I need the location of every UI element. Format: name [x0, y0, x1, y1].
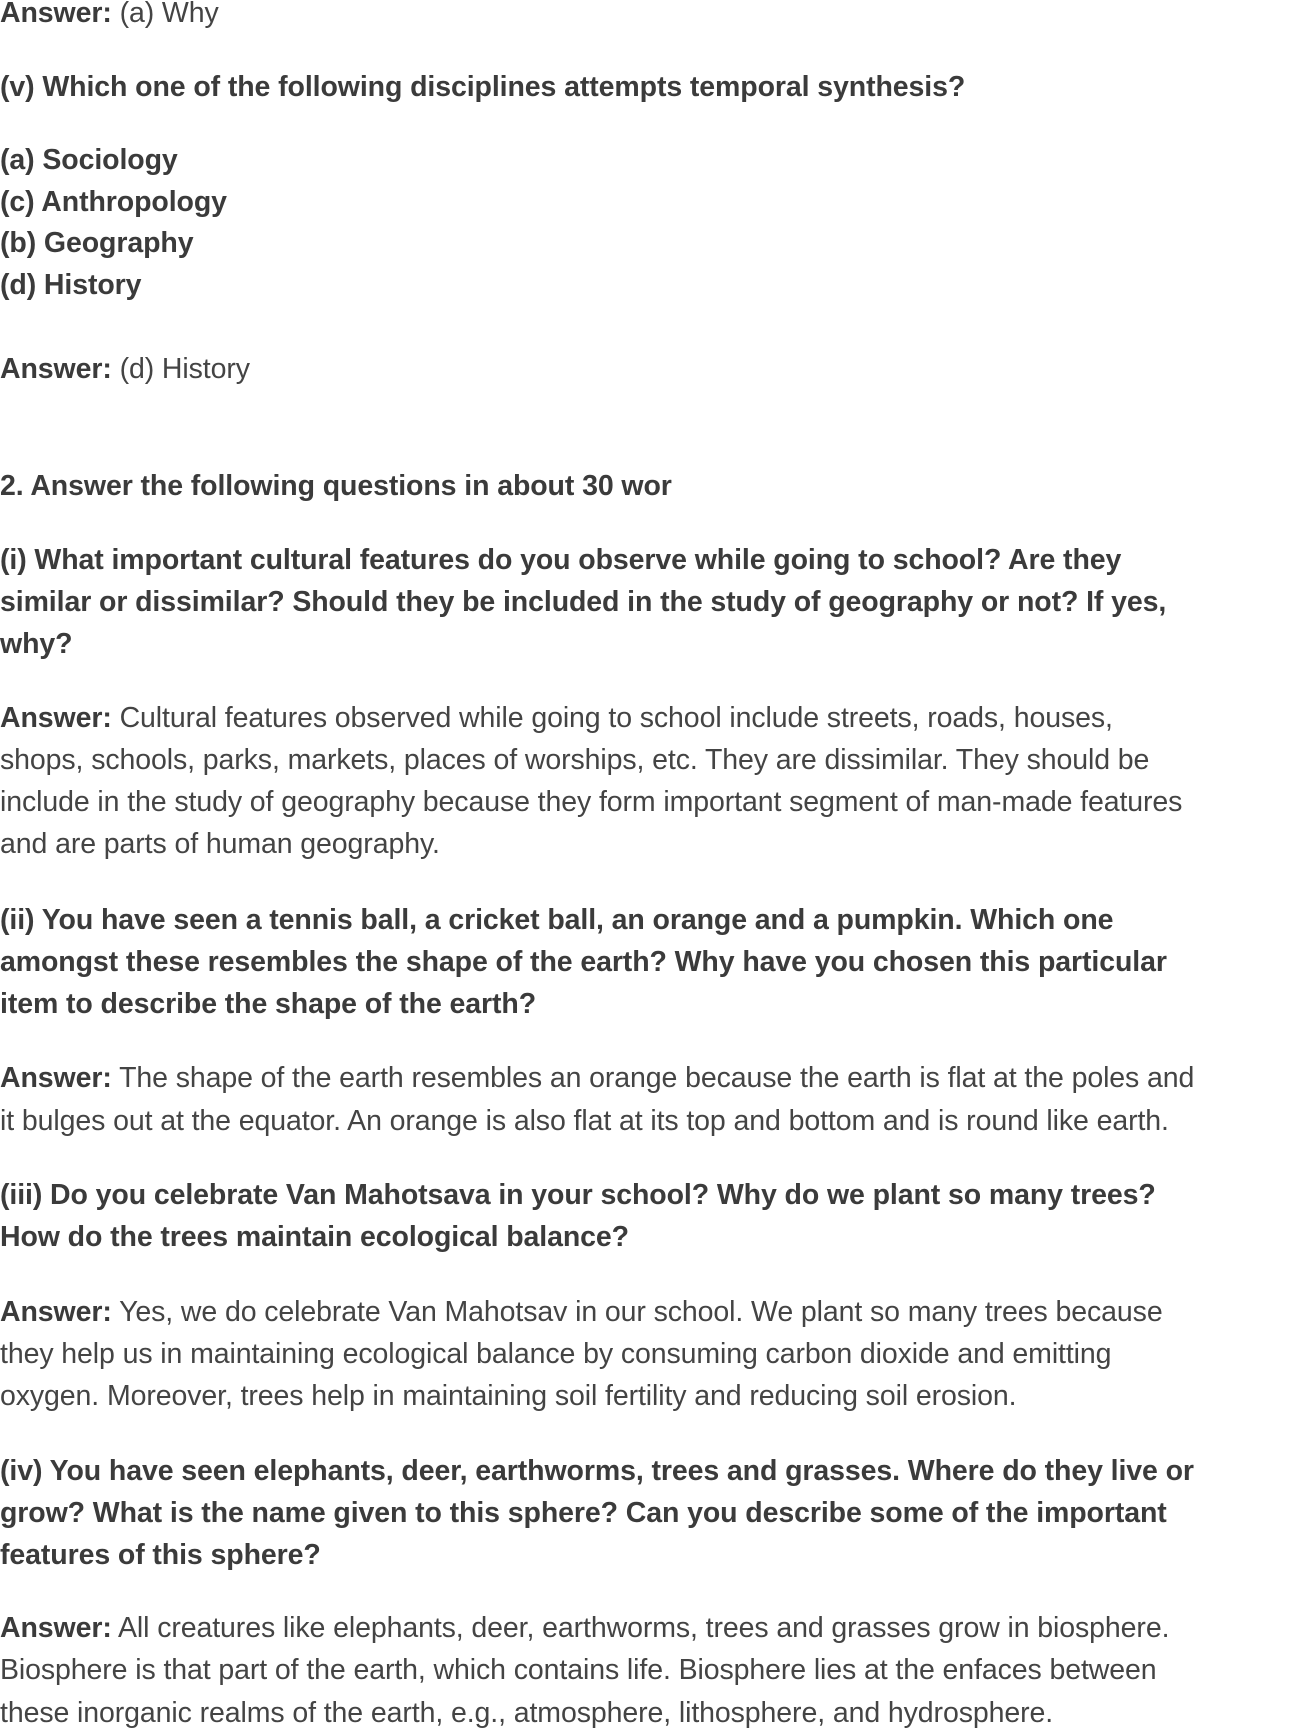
question-iv-line-1: (iv) You have seen elephants, deer, earthworms, trees and grasses. Where do they live or	[0, 1455, 1194, 1487]
answer-label: Answer:	[0, 1062, 112, 1094]
answer-prev	[0, 0, 219, 30]
answer-text: The shape of the earth resembles an orange because the earth is flat at the poles and	[119, 1062, 1195, 1094]
section-heading: 2. Answer the following questions in about 30 wor	[0, 470, 672, 502]
option-b: (b) Geography	[0, 227, 194, 259]
answer-ii-line-2: it bulges out at the equator. An orange is also flat at its top and bottom and is round like earth.	[0, 1105, 1169, 1137]
question-iii-line-2: How do the trees maintain ecological balance?	[0, 1221, 629, 1253]
option-d: (d) History	[0, 269, 142, 301]
answer-iii-line-3: oxygen. Moreover, trees help in maintaining soil fertility and reducing soil erosion.	[0, 1380, 1017, 1412]
answer-text: Cultural features observed while going to school include streets, roads, houses,	[119, 702, 1113, 734]
question-ii-line-1: (ii) You have seen a tennis ball, a cricket ball, an orange and a pumpkin. Which one	[0, 904, 1114, 936]
answer-iv-line-3: these inorganic realms of the earth, e.g., atmosphere, lithosphere, and hydrosphere.	[0, 1697, 1054, 1729]
question-i-line-3: why?	[0, 628, 73, 660]
question-i-line-2: similar or dissimilar? Should they be included in the study of geography or not? If yes,	[0, 586, 1167, 618]
answer-v	[0, 352, 250, 386]
question-iv-line-2: grow? What is the name given to this sphere? Can you describe some of the important	[0, 1497, 1167, 1529]
answer-i-line-1	[0, 701, 1113, 735]
answer-i-line-3: include in the study of geography because they form important segment of man-made features	[0, 786, 1183, 818]
question-ii-line-2: amongst these resembles the shape of the earth? Why have you chosen this particular	[0, 946, 1167, 978]
answer-text: All creatures like elephants, deer, earthworms, trees and grasses grow in biosphere.	[118, 1612, 1170, 1644]
answer-label: Answer:	[0, 702, 112, 734]
answer-label: Answer:	[0, 353, 112, 385]
question-ii-line-3: item to describe the shape of the earth?	[0, 988, 537, 1020]
answer-i-line-4: and are parts of human geography.	[0, 828, 440, 860]
option-c: (c) Anthropology	[0, 186, 227, 218]
option-a: (a) Sociology	[0, 144, 178, 176]
question-i-line-1: (i) What important cultural features do you observe while going to school? Are they	[0, 544, 1122, 576]
answer-label: Answer:	[0, 0, 112, 29]
answer-iv-line-2: Biosphere is that part of the earth, which contains life. Biosphere lies at the enfaces between	[0, 1654, 1157, 1686]
question-v: (v) Which one of the following disciplines attempts temporal synthesis?	[0, 71, 966, 103]
answer-iii-line-1	[0, 1295, 1163, 1329]
answer-iv-line-1	[0, 1611, 1169, 1645]
question-iii-line-1: (iii) Do you celebrate Van Mahotsava in your school? Why do we plant so many trees?	[0, 1179, 1156, 1211]
answer-ii-line-1	[0, 1061, 1194, 1095]
question-iv-line-3: features of this sphere?	[0, 1539, 321, 1571]
answer-text: (a) Why	[119, 0, 219, 29]
answer-text: Yes, we do celebrate Van Mahotsav in our school. We plant so many trees because	[119, 1296, 1163, 1328]
answer-label: Answer:	[0, 1612, 112, 1644]
answer-text: (d) History	[119, 353, 250, 385]
answer-label: Answer:	[0, 1296, 112, 1328]
answer-iii-line-2: they help us in maintaining ecological balance by consuming carbon dioxide and emitting	[0, 1338, 1112, 1370]
answer-i-line-2: shops, schools, parks, markets, places of worships, etc. They are dissimilar. They should be	[0, 744, 1150, 776]
